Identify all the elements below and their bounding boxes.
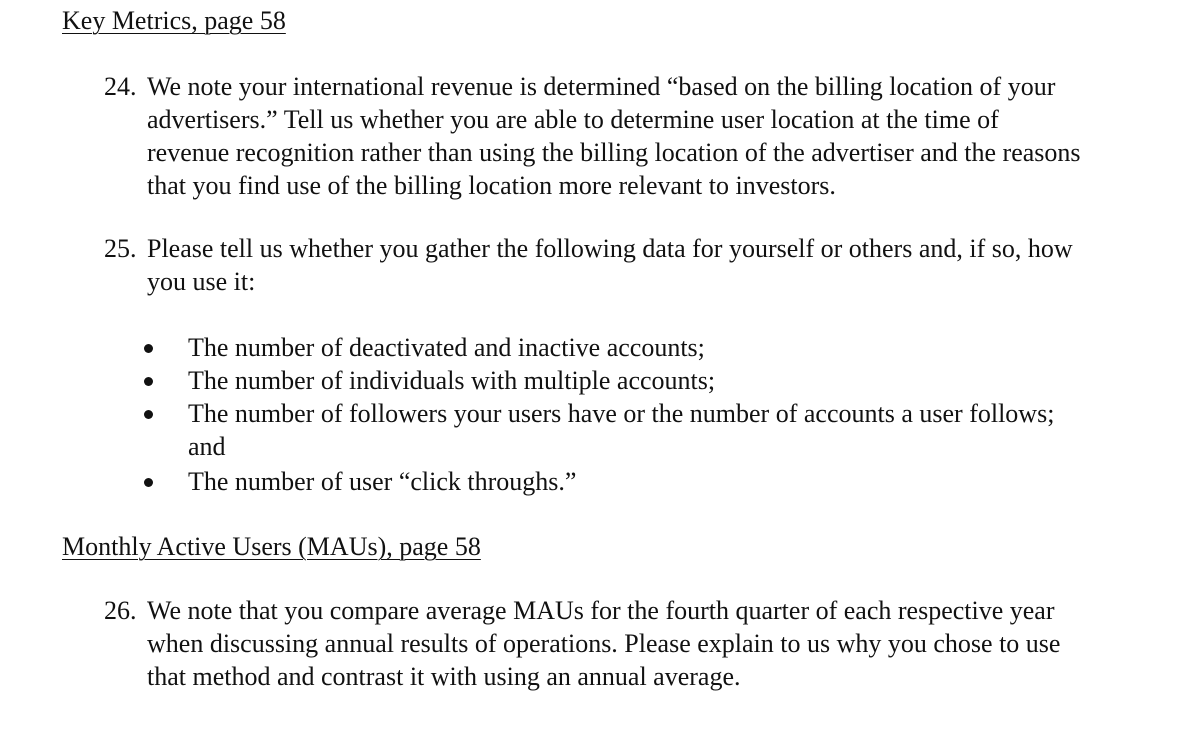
bullet-item [140, 331, 1160, 364]
item-number: 26. [104, 596, 137, 625]
item-number: 25. [104, 234, 137, 263]
item-text-line: advertisers.” Tell us whether you are able to determine user location at the time of [147, 105, 999, 134]
bullet-text: The number of followers your users have or the number of accounts a user follows; [188, 399, 1055, 428]
item-text-line: We note your international revenue is determined “based on the billing location of your [147, 72, 1056, 101]
item-text-line: revenue recognition rather than using the billing location of the advertiser and the reasons [147, 138, 1081, 167]
section-heading-key-metrics: Key Metrics, page 58 [62, 6, 286, 35]
bullet-text-continuation: and [188, 432, 226, 461]
comment-item-24 [104, 70, 1164, 202]
item-text-line: when discussing annual results of operations. Please explain to us why you chose to use [147, 629, 1061, 658]
item-number: 24. [104, 72, 137, 101]
bullet-icon [144, 410, 153, 419]
comment-item-25 [104, 232, 1164, 298]
bullet-item [140, 364, 1160, 397]
bullet-icon [144, 344, 153, 353]
bullet-text: The number of user “click throughs.” [188, 467, 577, 496]
comment-item-26 [104, 594, 1164, 693]
item-text-line: that method and contrast it with using an annual average. [147, 662, 741, 691]
bullet-icon [144, 377, 153, 386]
bullet-text: The number of deactivated and inactive accounts; [188, 333, 705, 362]
item-text-line: you use it: [147, 267, 256, 296]
item-text-line: that you find use of the billing location more relevant to investors. [147, 171, 836, 200]
section-heading-monthly-active-users: Monthly Active Users (MAUs), page 58 [62, 532, 481, 561]
item-text-line: Please tell us whether you gather the following data for yourself or others and, if so, how [147, 234, 1073, 263]
bullet-item [140, 397, 1160, 463]
bullet-item [140, 465, 1160, 498]
data-gathering-bullet-list [140, 331, 1160, 498]
bullet-text: The number of individuals with multiple accounts; [188, 366, 716, 395]
bullet-icon [144, 478, 153, 487]
item-text-line: We note that you compare average MAUs for the fourth quarter of each respective year [147, 596, 1055, 625]
